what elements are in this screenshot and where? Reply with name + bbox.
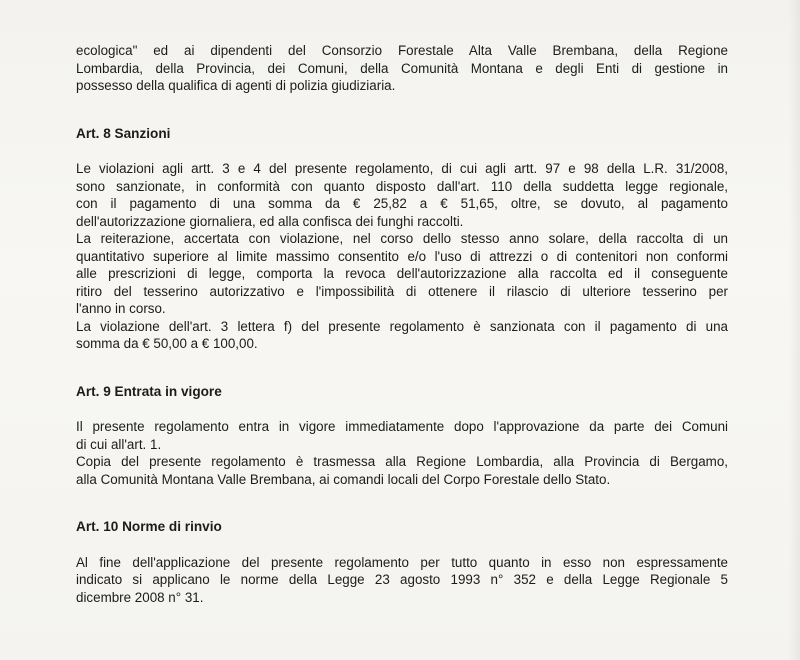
art9-body [76, 418, 728, 488]
art10-line: Al fine dell'applicazione del presente regolamento per tutto quanto in esso non espressamente [76, 554, 728, 570]
art8-line: quantitativo superiore al limite massimo consentito e/o l'uso di attrezzi o di contenitori non conformi [76, 248, 728, 264]
art8-line: La violazione dell'art. 3 lettera f) del presente regolamento è sanzionata con il pagamento di una [76, 318, 728, 334]
art10-body [76, 554, 728, 607]
art10-heading: Art. 10 Norme di rinvio [76, 519, 222, 534]
art9-line: Copia del presente regolamento è trasmessa alla Regione Lombardia, alla Provincia di Bergamo, [76, 454, 728, 469]
art8-line: ritiro del tesserino autorizzativo e l'impossibilità di ottenere il rilascio di ulteriore tesserino per [76, 283, 728, 299]
art9-line: Il presente regolamento entra in vigore immediatamente dopo l'approvazione da parte dei Comuni [76, 419, 728, 434]
art10-line: dicembre 2008 n° 31. [76, 589, 204, 605]
intro-line: Lombardia, della Provincia, dei Comuni, della Comunità Montana e degli Enti di gestione in [76, 60, 728, 76]
scan-edge-shadow [788, 0, 800, 660]
art8-line: sono sanzionate, in conformità con quanto disposto dall'art. 110 della suddetta legge regionale, [76, 178, 728, 194]
art9-line: di cui all'art. 1. [76, 436, 162, 452]
art8-line: La reiterazione, accertata con violazione, nel corso dello stesso anno solare, della raccolta di un [76, 231, 728, 246]
intro-line: possesso della qualifica di agenti di polizia giudiziaria. [76, 78, 396, 93]
intro-line: ecologica" ed ai dipendenti del Consorzio Forestale Alta Valle Brembana, della Regione [76, 43, 728, 58]
art8-line: dell'autorizzazione giornaliera, ed alla confisca dei funghi raccolti. [76, 213, 464, 229]
art9-line: alla Comunità Montana Valle Brembana, ai comandi locali del Corpo Forestale dello Stato. [76, 471, 611, 487]
art8-line: Le violazioni agli artt. 3 e 4 del presente regolamento, di cui agli artt. 97 e 98 della L.R. 31/2008, [76, 161, 728, 176]
art8-heading: Art. 8 Sanzioni [76, 125, 171, 141]
art8-body [76, 160, 728, 353]
art8-line: l'anno in corso. [76, 301, 166, 316]
art8-line: somma da € 50,00 a € 100,00. [76, 336, 258, 351]
art8-line: con il pagamento di una somma da € 25,82 a € 51,65, oltre, se dovuto, al pagamento [76, 196, 728, 211]
intro-paragraph [76, 42, 728, 95]
art9-heading: Art. 9 Entrata in vigore [76, 383, 222, 399]
art8-line: alle prescrizioni di legge, comporta la revoca dell'autorizzazione alla raccolta ed il conseguente [76, 266, 728, 281]
art10-line: indicato si applicano le norme della Legge 23 agosto 1993 n° 352 e della Legge Regionale 5 [76, 572, 728, 587]
document-body [76, 42, 728, 606]
